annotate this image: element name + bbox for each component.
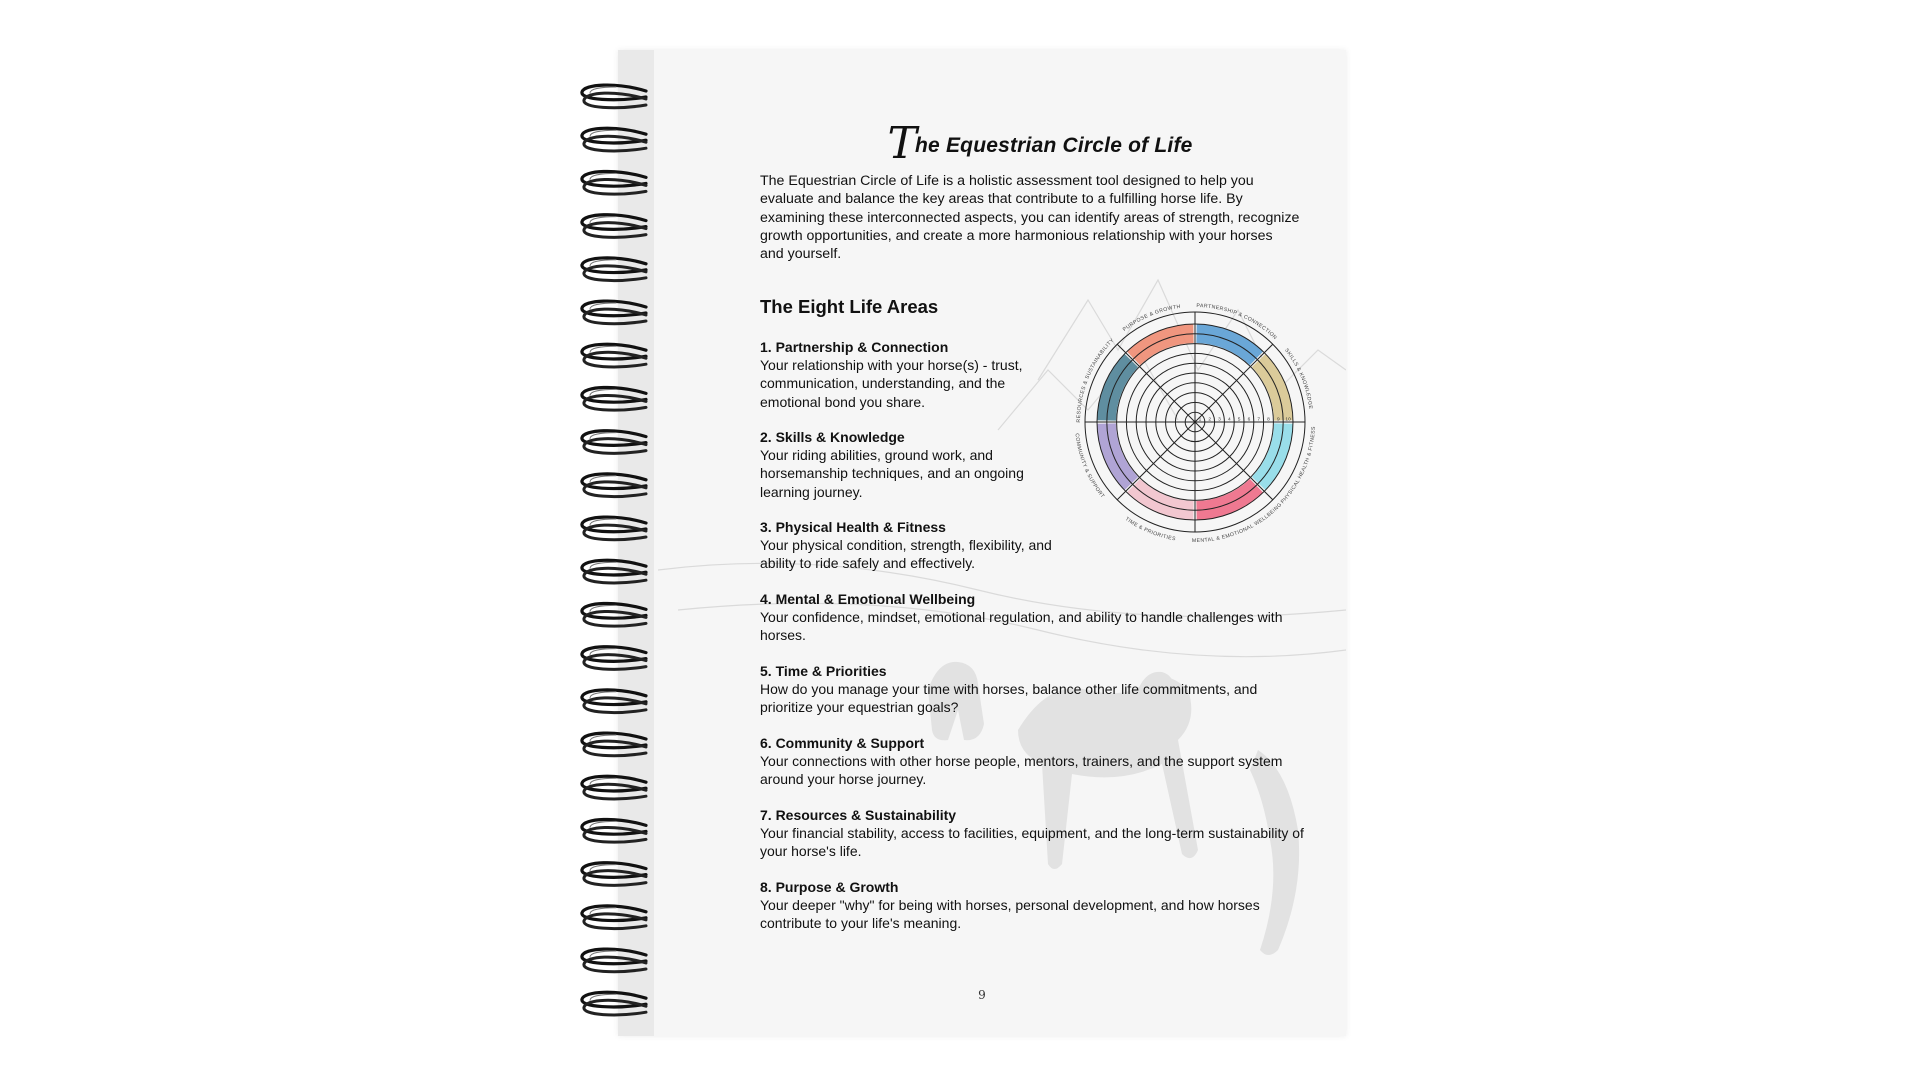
wheel-segment-label: PARTNERSHIP & CONNECTION xyxy=(1196,302,1279,342)
binding-ring xyxy=(582,474,646,497)
wheel-scale-label: 1 xyxy=(1198,417,1202,423)
wheel-spoke xyxy=(1195,422,1273,500)
wheel-segment-label: PHYSICAL HEALTH & FITNESS xyxy=(1279,426,1317,506)
binding-ring xyxy=(582,733,646,756)
binding-ring xyxy=(582,863,646,886)
binding-ring xyxy=(582,171,646,194)
life-area-description: Your deeper "why" for being with horses, personal development, and how horses contribute to your life's meaning. xyxy=(760,897,1260,932)
binding-ring xyxy=(582,258,646,281)
wheel-scale-label: 7 xyxy=(1257,417,1261,423)
binding-ring xyxy=(582,517,646,540)
binding-ring xyxy=(582,128,646,151)
page-number: 9 xyxy=(978,988,986,1002)
life-area-title: 1. Partnership & Connection xyxy=(760,339,949,355)
wheel-segment-label: MENTAL & EMOTIONAL WELLBEING xyxy=(1191,501,1284,545)
binding-ring xyxy=(582,560,646,583)
binding-ring xyxy=(582,431,646,454)
wheel-scale-label: 2 xyxy=(1208,417,1212,423)
wheel-scale-label: 5 xyxy=(1237,417,1241,423)
title-initial: T xyxy=(887,118,918,169)
wheel-spoke xyxy=(1117,422,1195,500)
binding-ring xyxy=(582,819,646,842)
wheel-segment-label: PURPOSE & GROWTH xyxy=(1121,303,1182,333)
life-area-description: How do you manage your time with horses, balance other life commitments, and prioritize your equestrian goals? xyxy=(760,681,1258,716)
binding-ring xyxy=(582,690,646,713)
notebook-page xyxy=(618,50,1346,1036)
life-area-2 xyxy=(760,428,1060,501)
page-title xyxy=(760,118,1320,169)
circle-of-life-wheel xyxy=(1060,287,1330,557)
wheel-segment-label: COMMUNITY & SUPPORT xyxy=(1073,433,1106,500)
life-area-description: Your confidence, mindset, emotional regulation, and ability to handle challenges with horses. xyxy=(760,609,1283,644)
wheel-scale-label: 6 xyxy=(1247,417,1251,423)
spiral-binding xyxy=(576,80,666,1020)
wheel-scale-label: 9 xyxy=(1276,417,1280,423)
life-area-title: 2. Skills & Knowledge xyxy=(760,429,905,445)
wheel-scale-label: 10 xyxy=(1285,417,1291,423)
binding-ring xyxy=(582,906,646,929)
life-area-4 xyxy=(760,590,1305,645)
life-area-title: 8. Purpose & Growth xyxy=(760,879,899,895)
title-text: he Equestrian Circle of Life xyxy=(915,134,1193,157)
life-area-5 xyxy=(760,662,1305,717)
wheel-segment-label: SKILLS & KNOWLEDGE xyxy=(1283,347,1314,410)
notebook xyxy=(576,50,1346,1036)
binding-ring xyxy=(582,344,646,367)
life-area-title: 7. Resources & Sustainability xyxy=(760,807,957,823)
binding-ring xyxy=(582,949,646,972)
life-area-3 xyxy=(760,518,1060,573)
wheel-scale-label: 3 xyxy=(1218,417,1221,423)
binding-ring xyxy=(582,603,646,626)
wheel-scale-label: 8 xyxy=(1267,417,1270,423)
life-area-7 xyxy=(760,806,1305,861)
wheel-segment-label: RESOURCES & SUSTAINABILITY xyxy=(1075,337,1116,423)
wheel-scale-label: 4 xyxy=(1227,417,1231,423)
life-area-6 xyxy=(760,734,1305,789)
life-area-title: 5. Time & Priorities xyxy=(760,663,887,679)
life-area-description: Your relationship with your horse(s) - trust, communication, understanding, and the emotional bond you share. xyxy=(760,357,1023,410)
binding-ring xyxy=(582,301,646,324)
life-area-description: Your financial stability, access to facilities, equipment, and the long-term sustainability of your horse's life. xyxy=(760,825,1304,860)
life-area-title: 4. Mental & Emotional Wellbeing xyxy=(760,591,976,607)
wheel-spoke xyxy=(1195,344,1273,422)
life-area-title: 6. Community & Support xyxy=(760,735,925,751)
life-area-description: Your connections with other horse people, mentors, trainers, and the support system around your horse journey. xyxy=(760,753,1283,788)
life-area-description: Your physical condition, strength, flexibility, and ability to ride safely and effectively. xyxy=(760,537,1052,572)
life-area-title: 3. Physical Health & Fitness xyxy=(760,519,946,535)
binding-ring xyxy=(582,776,646,799)
binding-ring xyxy=(582,85,646,108)
binding-ring xyxy=(582,647,646,670)
intro-paragraph: The Equestrian Circle of Life is a holistic assessment tool designed to help you evaluate and balance the key areas that contribute to a fulfilling horse life. By examining these interconnected aspects, you can identify areas of strength, recognize growth opportunities, and create a more harmonious relationship with your horses and yourself. xyxy=(760,173,1300,263)
binding-ring xyxy=(582,387,646,410)
binding-ring xyxy=(582,215,646,238)
life-area-description: Your riding abilities, ground work, and horsemanship techniques, and an ongoing learning journey. xyxy=(760,447,1024,500)
binding-ring xyxy=(582,992,646,1015)
life-area-8 xyxy=(760,878,1305,933)
life-area-1 xyxy=(760,338,1060,411)
wheel-segment-label: TIME & PRIORITIES xyxy=(1123,516,1177,543)
section-heading: The Eight Life Areas xyxy=(760,296,939,317)
wheel-spoke xyxy=(1117,344,1195,422)
